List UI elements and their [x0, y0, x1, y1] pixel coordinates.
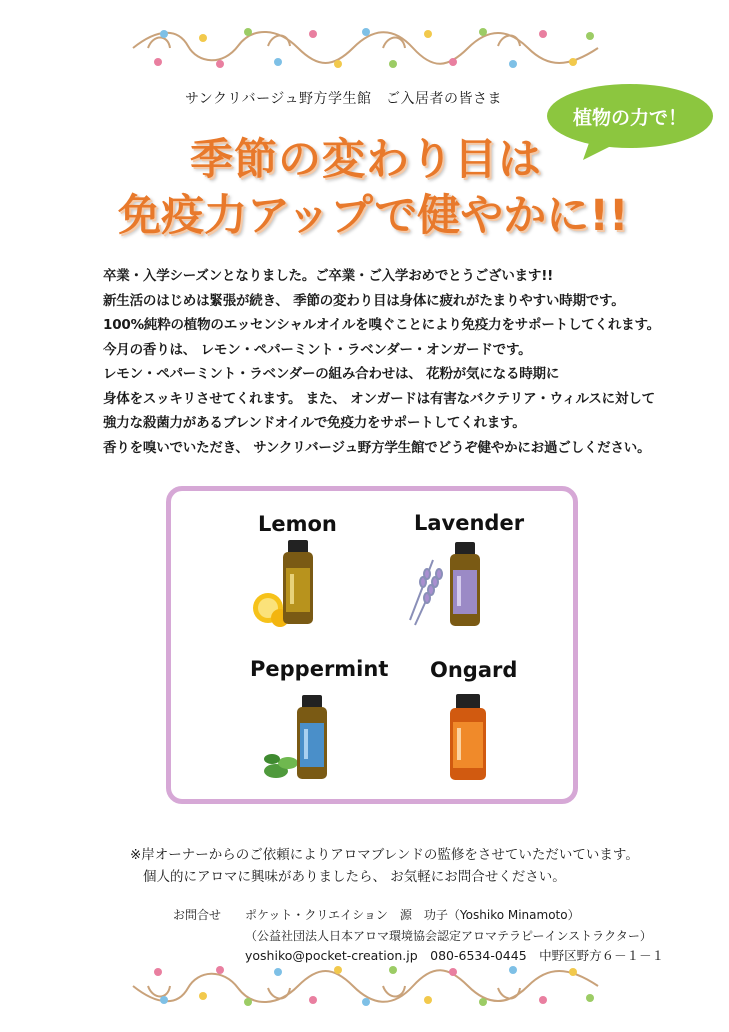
floral-border-top-icon	[128, 18, 604, 76]
body-line-2: 新生活のはじめは緊張が続き、 季節の変わり目は身体に疲れがたまりやすい時期です。	[103, 292, 625, 309]
bubble-text: 植物の力で！	[572, 107, 687, 129]
body-line-7: 強力な殺菌力があるブレンドオイルで免疫力をサポートしてくれます。	[103, 415, 526, 431]
body-line-1: 卒業・入学シーズンとなりました。ご卒業・ご入学おめでとうございます!!	[103, 268, 554, 284]
ongard-bottle-icon	[438, 692, 498, 782]
product-name-lavender: Lavender	[414, 511, 525, 535]
product-name-peppermint: Peppermint	[250, 657, 389, 681]
contact-info: yoshiko@pocket-creation.jp 080-6534-0445 中野区野方６－１－１	[245, 948, 665, 963]
product-name-ongard: Ongard	[430, 658, 518, 682]
contact-name: ポケット・クリエイション 源 功子（Yoshiko Minamoto）	[245, 908, 580, 922]
body-line-4: 今月の香りは、 レモン・ペパーミント・ラベンダー・オンガードです。	[103, 341, 532, 358]
headline-line-1: 季節の変わり目は	[190, 135, 542, 185]
note-line-2: 個人的にアロマに興味がありましたら、 お気軽にお問合せください。	[143, 869, 566, 885]
peppermint-bottle-icon	[262, 693, 342, 783]
product-name-lemon: Lemon	[258, 512, 337, 536]
lemon-bottle-icon	[250, 538, 330, 628]
floral-border-bottom-icon	[128, 958, 604, 1016]
addressee-line: サンクリバージュ野方学生館 ご入居者の皆さま	[185, 91, 503, 107]
note-line-1: ※岸オーナーからのご依頼によりアロマブレンドの監修をさせていただいています。	[130, 847, 639, 863]
body-line-6: 身体をスッキリさせてくれます。 また、 オンガードは有害なバクテリア・ウィルスに対して	[103, 390, 655, 407]
body-line-8: 香りを嗅いでいただき、 サンクリバージュ野方学生館でどうぞ健やかにお過ごしください。	[103, 439, 651, 456]
body-line-3: 100%純粋の植物のエッセンシャルオイルを嗅ぐことにより免疫力をサポートしてくれます。	[103, 317, 660, 333]
headline-line-2: 免疫力アップで健やかに!!	[118, 191, 629, 241]
lavender-bottle-icon	[405, 540, 495, 630]
body-line-5: レモン・ペパーミント・ラベンダーの組み合わせは、 花粉が気になる時期に	[103, 366, 560, 382]
contact-label: お問合せ	[173, 908, 222, 922]
body-text	[103, 264, 703, 460]
contact-credential: （公益社団法人日本アロマ環境協会認定アロマテラピーインストラクター）	[245, 929, 652, 943]
